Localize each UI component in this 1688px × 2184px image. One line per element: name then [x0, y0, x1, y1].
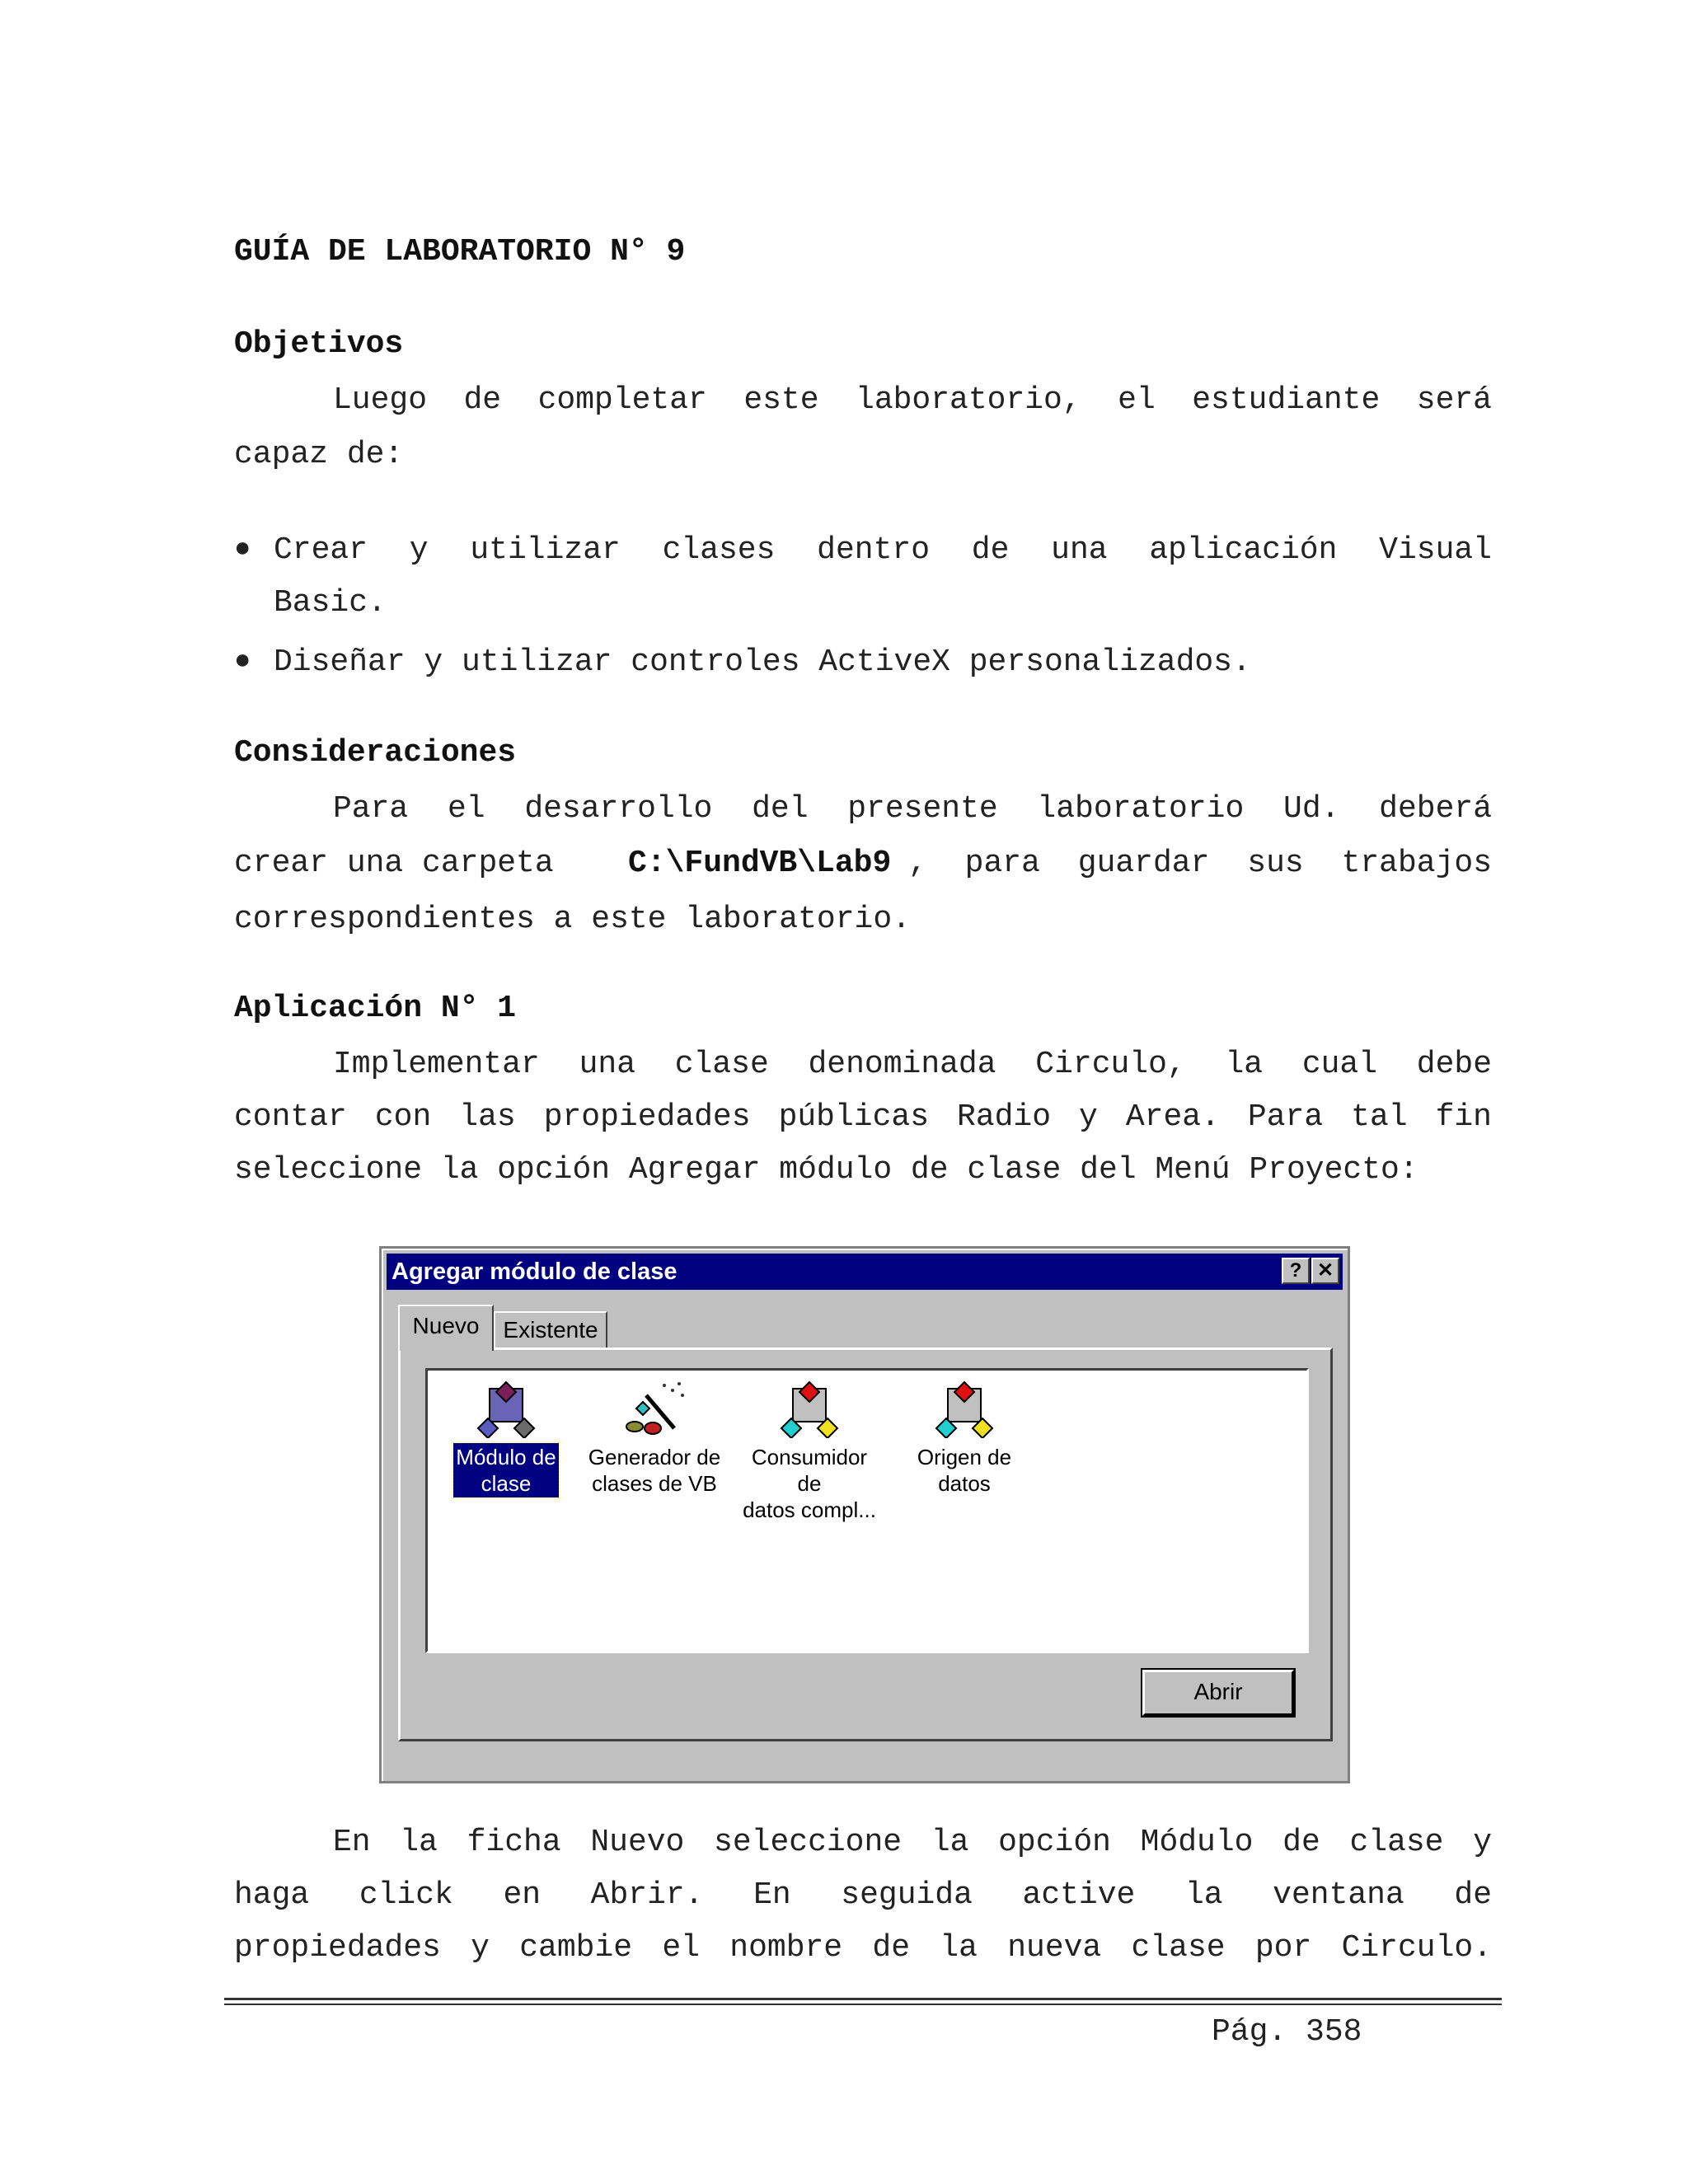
- list-item-class-module[interactable]: [436, 1379, 576, 1497]
- footer-divider: [224, 2004, 1502, 2005]
- data-consumer-icon: [776, 1379, 842, 1438]
- bullet-item-line: Diseñar y utilizar controles ActiveX personalizados.: [274, 644, 1251, 680]
- item-label-line: datos compl...: [743, 1497, 876, 1522]
- item-label-line: Generador de: [588, 1445, 721, 1469]
- dialog-title: Agregar módulo de clase: [392, 1258, 678, 1285]
- item-label-line: Origen de: [917, 1445, 1012, 1469]
- item-label: [586, 1443, 723, 1497]
- item-label-line: Consumidor de: [751, 1445, 868, 1496]
- paragraph-line: contar con las propiedades públicas Radio y Area. Para tal fin: [234, 1099, 1492, 1135]
- class-module-icon: [473, 1379, 539, 1438]
- paragraph-line: Luego de completar este laboratorio, el estudiante será: [333, 382, 1492, 418]
- bullet-icon: ●: [234, 534, 251, 565]
- paragraph-line: , para guardar sus trabajos: [908, 846, 1492, 881]
- tab-panel: [398, 1347, 1333, 1741]
- paragraph-line: haga click en Abrir. En seguida active la ventana de: [234, 1877, 1492, 1913]
- section-heading-objetivos: Objetivos: [234, 326, 404, 362]
- paragraph-line: Para el desarrollo del presente laboratorio Ud. deberá: [333, 791, 1492, 827]
- help-button[interactable]: ?: [1282, 1258, 1310, 1284]
- bullet-icon: ●: [234, 646, 251, 677]
- page-number: Pág. 358: [1212, 2014, 1362, 2050]
- tab-existente[interactable]: Existente: [494, 1311, 607, 1349]
- item-label-line: clases de VB: [592, 1471, 717, 1496]
- section-heading-consideraciones: Consideraciones: [234, 735, 517, 771]
- list-item-data-source[interactable]: [894, 1379, 1034, 1497]
- page-title: GUÍA DE LABORATORIO N° 9: [234, 234, 686, 269]
- paragraph-line: [234, 846, 554, 881]
- dialog-titlebar: [387, 1254, 1343, 1290]
- item-label: [739, 1443, 879, 1524]
- section-heading-aplicacion: Aplicación N° 1: [234, 991, 517, 1026]
- paragraph-line: capaz de:: [234, 437, 404, 472]
- list-item-class-builder[interactable]: [584, 1379, 724, 1497]
- paragraph-line: En la ficha Nuevo seleccione la opción Módulo de clase y: [333, 1825, 1492, 1860]
- item-label-line: datos: [938, 1471, 991, 1496]
- item-label: [915, 1443, 1014, 1497]
- template-list: [425, 1368, 1309, 1653]
- data-source-icon: [931, 1379, 997, 1438]
- bullet-item-line: Crear y utilizar clases dentro de una aplicación Visual: [274, 532, 1492, 568]
- paragraph-line: propiedades y cambie el nombre de la nueva clase por Circulo.: [234, 1930, 1492, 1966]
- text-span: crear una carpeta: [234, 846, 554, 881]
- paragraph-line: seleccione la opción Agregar módulo de clase del Menú Proyecto:: [234, 1152, 1418, 1188]
- class-builder-wizard-icon: [621, 1379, 687, 1438]
- item-label: [453, 1443, 558, 1497]
- open-button[interactable]: Abrir: [1142, 1670, 1294, 1716]
- list-item-data-consumer[interactable]: [739, 1379, 879, 1524]
- close-button[interactable]: ✕: [1311, 1258, 1339, 1284]
- footer-divider: [224, 1998, 1502, 2000]
- item-label-line: clase: [481, 1471, 532, 1496]
- tab-nuevo[interactable]: Nuevo: [398, 1305, 494, 1351]
- paragraph-line: Implementar una clase denominada Circulo, la cual debe: [333, 1047, 1492, 1082]
- item-label-line: Módulo de: [456, 1445, 556, 1469]
- paragraph-line: correspondientes a este laboratorio.: [234, 902, 911, 937]
- bullet-item-line: Basic.: [274, 585, 387, 621]
- folder-path: C:\FundVB\Lab9: [628, 846, 892, 881]
- add-class-module-dialog: [379, 1246, 1350, 1783]
